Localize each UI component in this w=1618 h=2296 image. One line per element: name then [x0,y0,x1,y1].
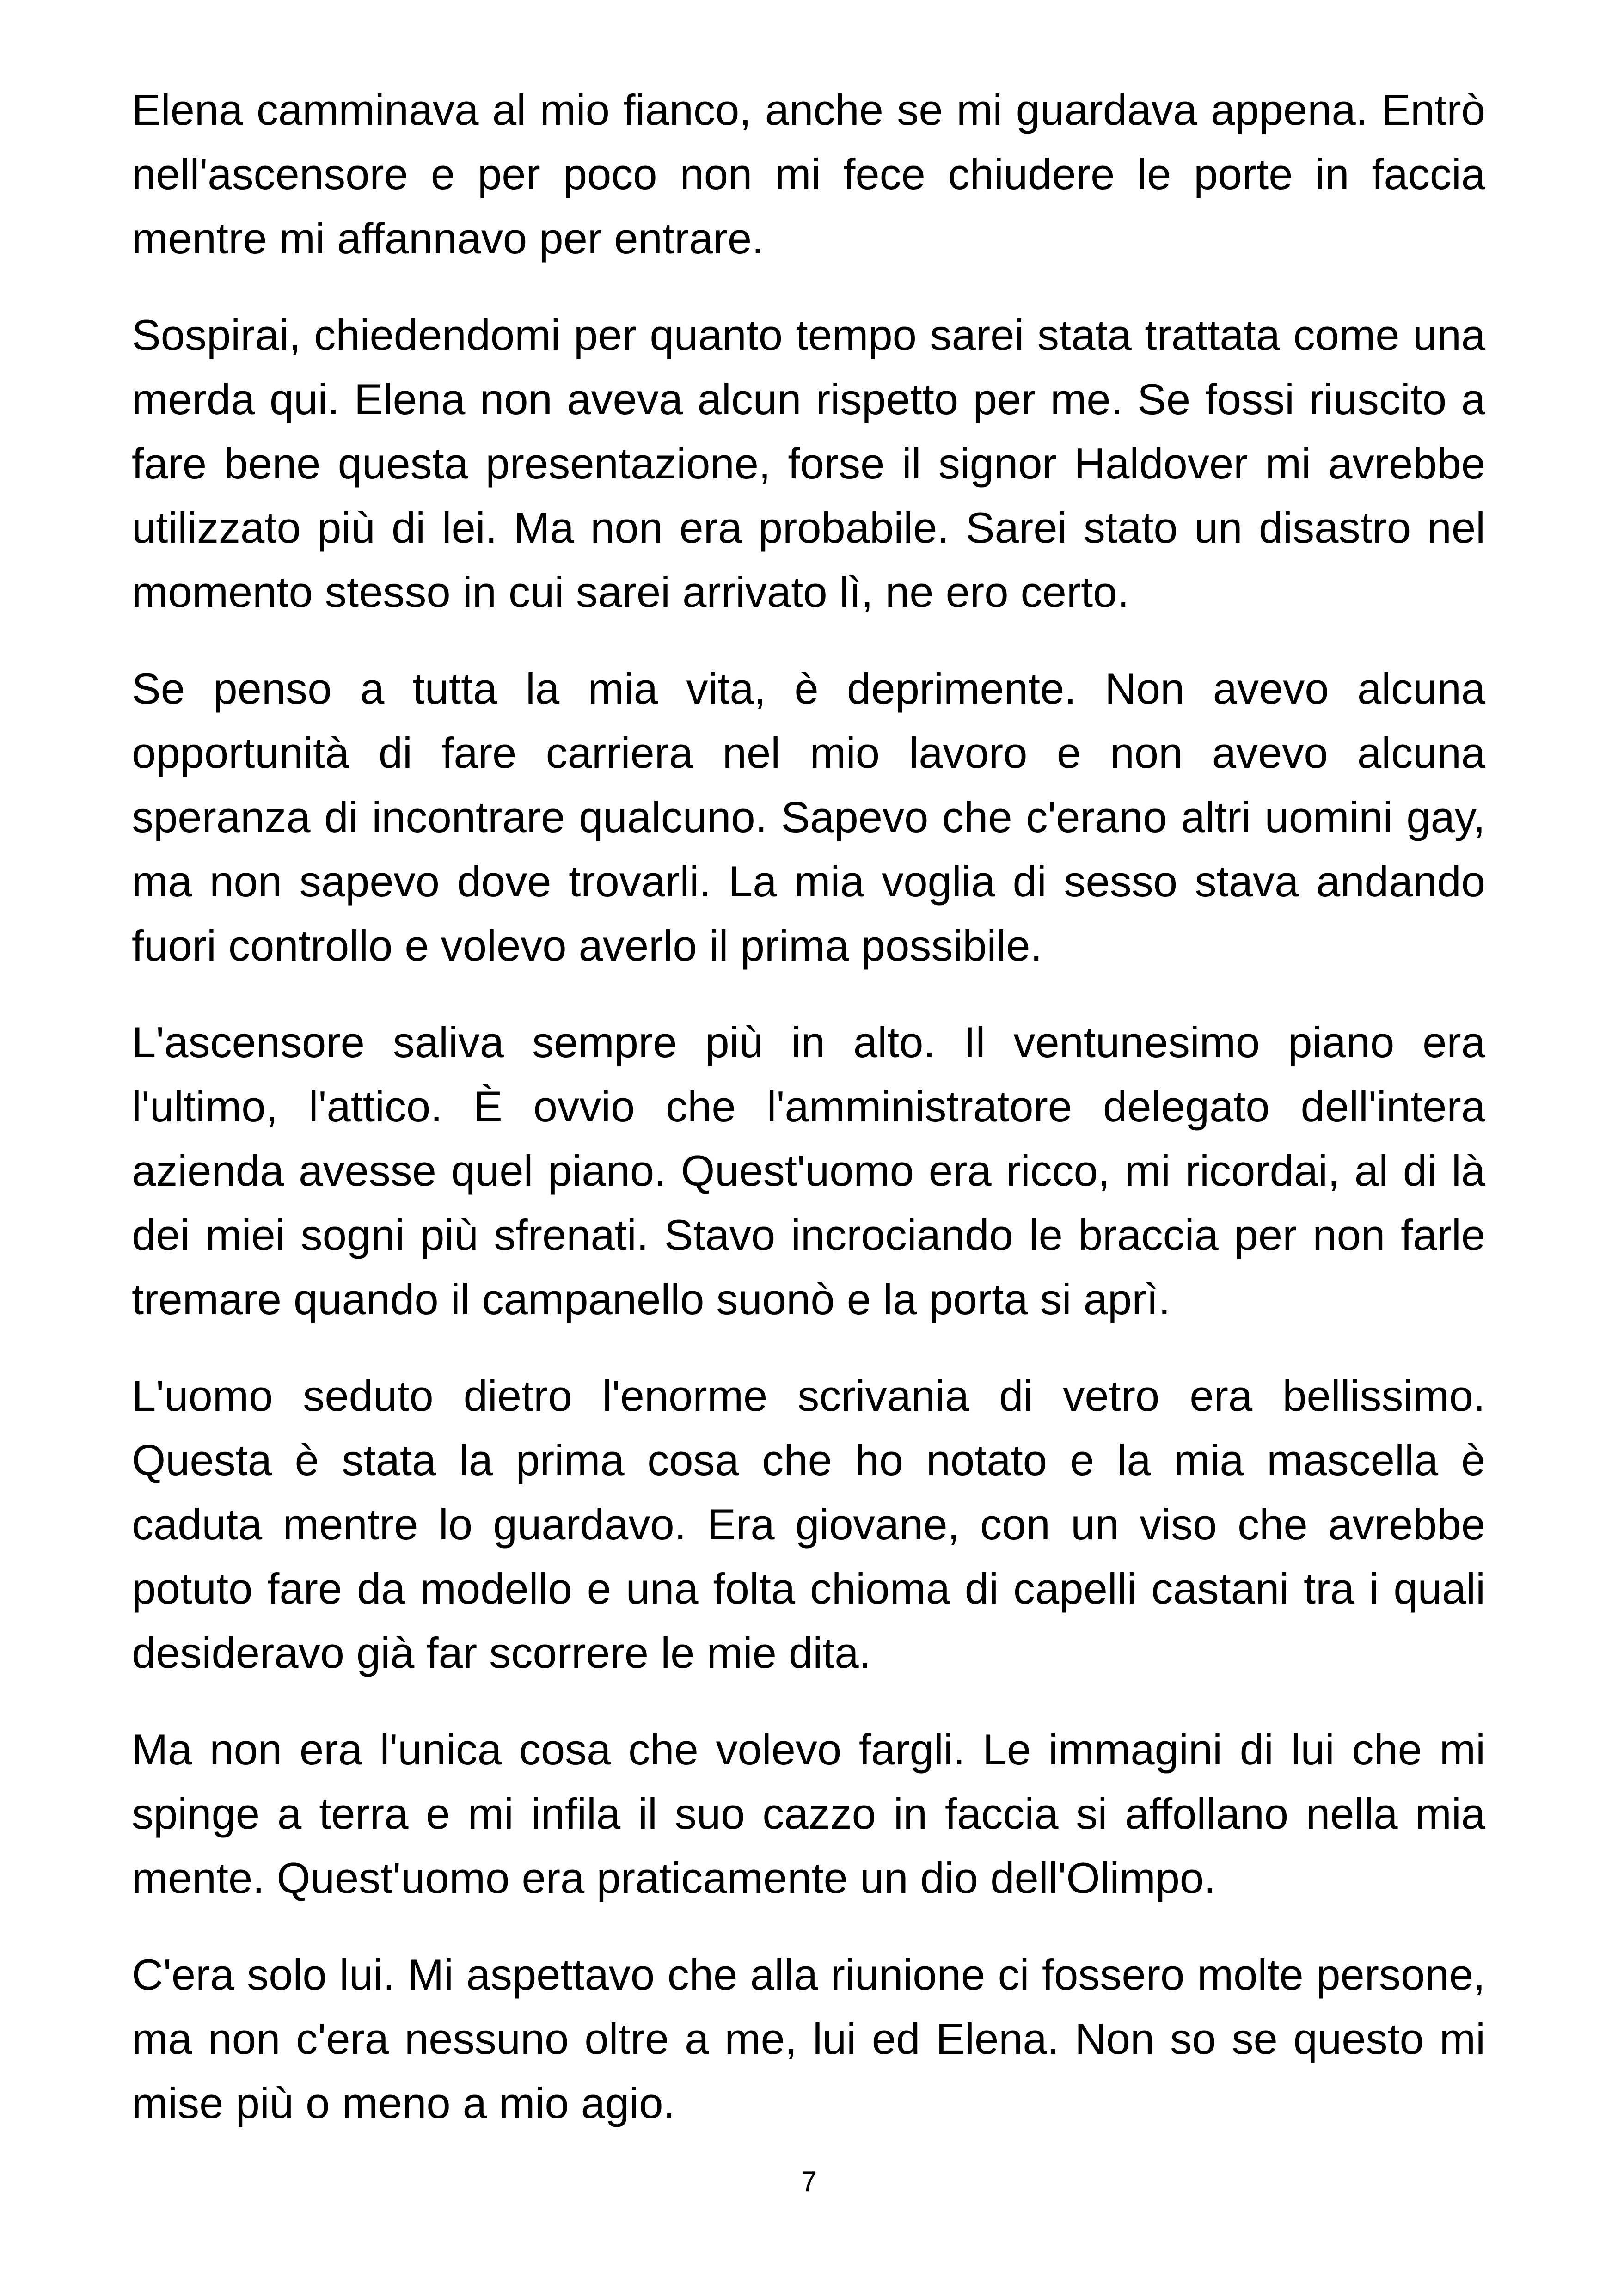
page-number: 7 [801,2166,817,2198]
paragraph-2: Sospirai, chiedendomi per quanto tempo sarei stata trattata come una merda qui. Elena non aveva alcun rispetto per me. Se fossi riuscito a fare bene questa presentazione, forse il signor Haldover mi avrebbe utilizzato più di lei. Ma non era probabile. Sarei stato un disastro nel momento stesso in cui sarei arrivato lì, ne ero certo. [132,311,1485,616]
paragraph-5: L'uomo seduto dietro l'enorme scrivania di vetro era bellissimo. Questa è stata la prima cosa che ho notato e la mia mascella è caduta mentre lo guardavo. Era giovane, con un viso che avrebbe potuto fare da modello e una folta chioma di capelli castani tra i quali desideravo già far scorrere le mie dita. [132,1371,1485,1677]
paragraph-6: Ma non era l'unica cosa che volevo fargli. Le immagini di lui che mi spinge a terra e mi infila il suo cazzo in faccia si affollano nella mia mente. Quest'uomo era praticamente un dio dell'Olimpo. [132,1725,1485,1902]
paragraph-4: L'ascensore saliva sempre più in alto. Il ventunesimo piano era l'ultimo, l'attico. È ovvio che l'amministratore delegato dell'intera azienda avesse quel piano. Quest'uomo era ricco, mi ricordai, al di là dei miei sogni più sfrenati. Stavo incrociando le braccia per non farle tremare quando il campanello suonò e la porta si aprì. [132,1018,1485,1323]
page-body [132,78,1485,2167]
paragraph-1: Elena camminava al mio fianco, anche se mi guardava appena. Entrò nell'ascensore e per poco non mi fece chiudere le porte in faccia mentre mi affannavo per entrare. [132,86,1485,263]
paragraph-3: Se penso a tutta la mia vita, è deprimente. Non avevo alcuna opportunità di fare carriera nel mio lavoro e non avevo alcuna speranza di incontrare qualcuno. Sapevo che c'erano altri uomini gay, ma non sapevo dove trovarli. La mia voglia di sesso stava andando fuori controllo e volevo averlo il prima possibile. [132,664,1485,970]
paragraph-7: C'era solo lui. Mi aspettavo che alla riunione ci fossero molte persone, ma non c'era nessuno oltre a me, lui ed Elena. Non so se questo mi mise più o meno a mio agio. [132,1950,1485,2127]
